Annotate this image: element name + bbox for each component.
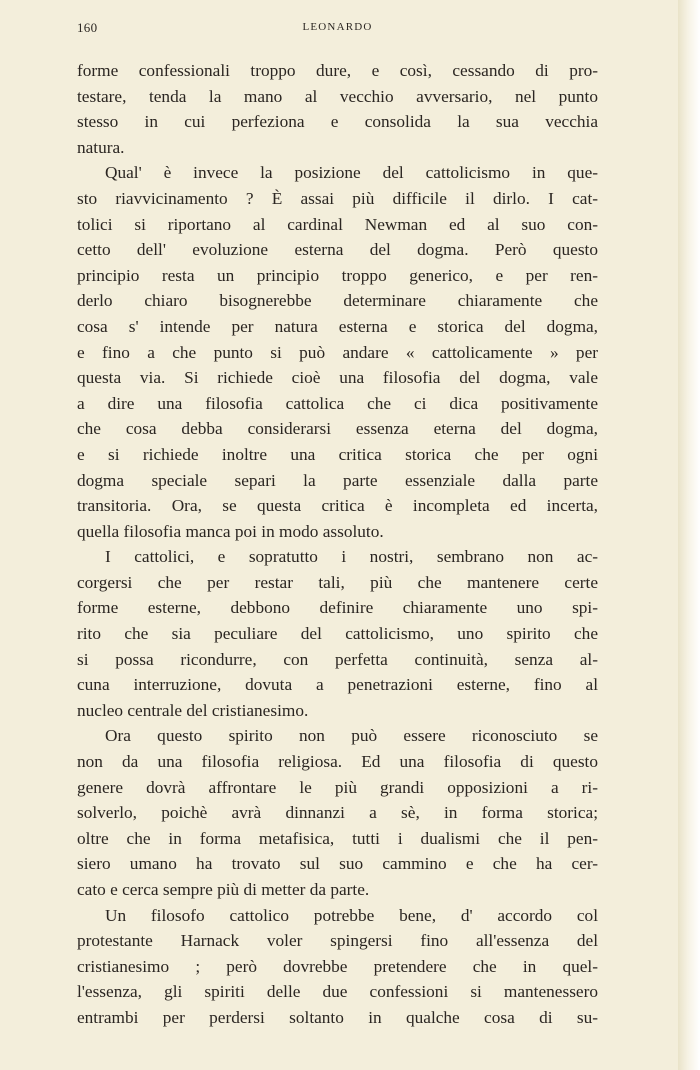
page-number: 160 <box>77 20 98 35</box>
text-line: derlo chiaro bisognerebbe determinare chiaramente che <box>77 291 598 311</box>
text-line: Un filosofo cattolico potrebbe bene, d' accordo col <box>105 905 598 925</box>
text-line: testare, tenda la mano al vecchio avversario, nel punto <box>77 86 598 106</box>
text-line: oltre che in forma metafisica, tutti i dualismi che il pen- <box>77 828 598 848</box>
body-text <box>77 58 598 1031</box>
text-line: nucleo centrale del cristianesimo. <box>77 700 309 720</box>
text-line: Ora questo spirito non può essere riconosciuto se <box>105 726 598 746</box>
page-edge <box>678 0 700 1070</box>
text-line: non da una filosofia religiosa. Ed una filosofia di questo <box>77 752 598 772</box>
text-line: solverlo, poichè avrà dinnanzi a sè, in forma storica; <box>77 803 598 823</box>
text-line: stesso in cui perfeziona e consolida la sua vecchia <box>77 112 598 132</box>
paragraph <box>77 723 598 902</box>
text-line: I cattolici, e sopratutto i nostri, sembrano non ac- <box>105 547 598 567</box>
paragraph <box>77 160 598 544</box>
text-line: genere dovrà affrontare le più grandi opposizioni a ri- <box>77 777 598 797</box>
text-line: transitoria. Ora, se questa critica è incompleta ed incerta, <box>77 496 598 516</box>
text-line: corgersi che per restar tali, più che mantenere certe <box>77 572 598 592</box>
text-line: cosa s' intende per natura esterna e storica del dogma, <box>77 316 598 336</box>
text-line: rito che sia peculiare del cattolicismo, uno spirito che <box>77 624 598 644</box>
running-title: LEONARDO <box>302 21 373 33</box>
paragraph <box>77 544 598 723</box>
text-line: cuna interruzione, dovuta a penetrazioni esterne, fino al <box>77 675 598 695</box>
text-line: e fino a che punto si può andare « cattolicamente » per <box>77 342 598 362</box>
text-line: cato e cerca sempre più di metter da parte. <box>77 880 370 899</box>
text-line: cetto dell' evoluzione esterna del dogma. Però questo <box>77 240 598 260</box>
paragraph <box>77 903 598 1031</box>
text-line: che cosa debba considerarsi essenza eterna del dogma, <box>77 419 598 439</box>
text-line: questa via. Si richiede cioè una filosofia del dogma, vale <box>77 368 598 388</box>
text-line: principio resta un principio troppo generico, e per ren- <box>77 265 598 285</box>
text-line: sto riavvicinamento ? È assai più difficile il dirlo. I cat- <box>77 188 598 208</box>
text-line: siero umano ha trovato sul suo cammino e che ha cer- <box>77 854 598 874</box>
text-line: natura. <box>77 137 125 157</box>
paragraph <box>77 58 598 160</box>
text-line: Qual' è invece la posizione del cattolicismo in que- <box>105 163 598 183</box>
text-line: forme confessionali troppo dure, e così, cessando di pro- <box>77 61 598 80</box>
text-line: e si richiede inoltre una critica storica che per ogni <box>77 444 598 464</box>
text-line: forme esterne, debbono definire chiaramente uno spi- <box>77 598 598 618</box>
text-line: quella filosofia manca poi in modo assoluto. <box>77 521 384 541</box>
text-line: cristianesimo ; però dovrebbe pretendere che in quel- <box>77 956 598 976</box>
text-line: l'essenza, gli spiriti delle due confessioni si mantenessero <box>77 982 598 1002</box>
text-line: dogma speciale separi la parte essenziale dalla parte <box>77 470 598 490</box>
text-line: a dire una filosofia cattolica che ci dica positivamente <box>77 393 598 413</box>
text-line: si possa ricondurre, con perfetta continuità, senza al- <box>77 649 598 669</box>
running-head <box>77 20 598 40</box>
text-line: entrambi per perdersi soltanto in qualche cosa di su- <box>77 1007 598 1027</box>
text-line: tolici si riportano al cardinal Newman ed al suo con- <box>77 214 598 234</box>
text-line: protestante Harnack voler spingersi fino all'essenza del <box>77 931 598 951</box>
